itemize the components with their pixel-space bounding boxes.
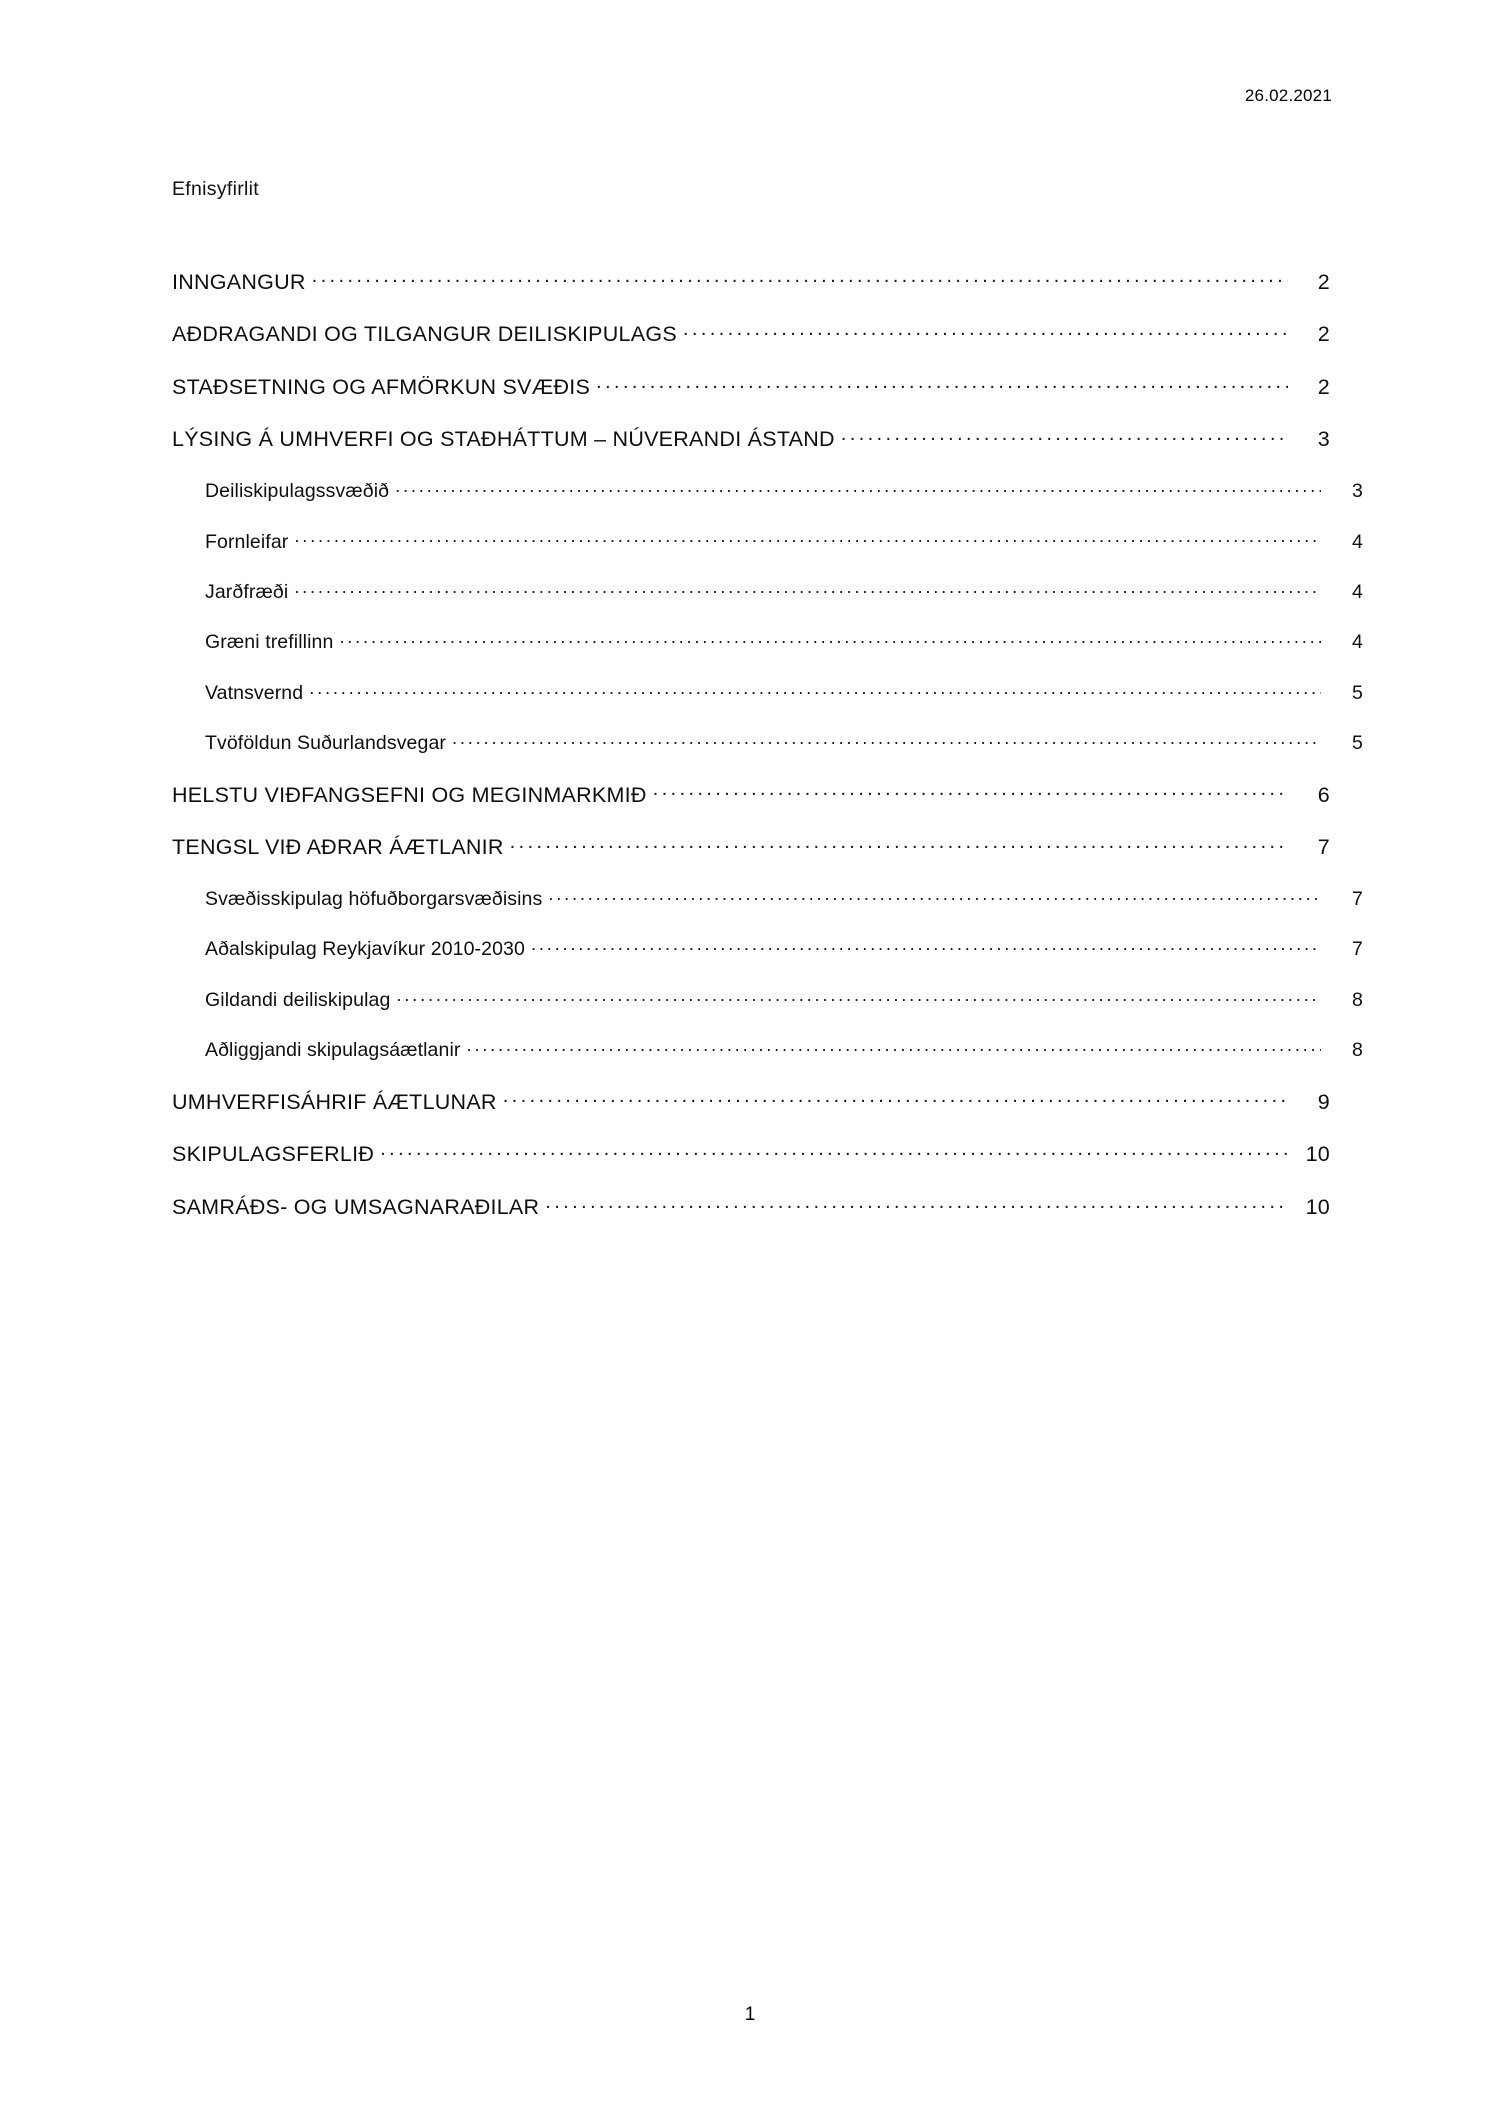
- toc-entry[interactable]: [172, 578, 1363, 603]
- toc-entry-page: 2: [1317, 269, 1330, 294]
- toc-leader-dots: [653, 780, 1288, 802]
- toc-entry-label: Jarðfræði: [205, 580, 289, 603]
- toc-entry-label: Fornleifar: [205, 530, 289, 553]
- toc-leader-dots: [312, 267, 1288, 289]
- toc-leader-dots: [548, 885, 1321, 905]
- toc-leader-dots: [683, 320, 1288, 342]
- toc-entry[interactable]: [172, 885, 1363, 910]
- toc-leader-dots: [294, 578, 1321, 598]
- toc-entry-page: 4: [1352, 631, 1363, 654]
- toc-entry-page: 4: [1352, 530, 1363, 553]
- toc-entry[interactable]: [172, 267, 1330, 294]
- toc-entry-page: 5: [1352, 732, 1363, 755]
- toc-entry[interactable]: [172, 1087, 1330, 1114]
- document-date: 26.02.2021: [1244, 86, 1332, 105]
- toc-entry-page: 10: [1305, 1195, 1330, 1219]
- toc-entry-label: TENGSL VIÐ AÐRAR ÁÆTLANIR: [172, 835, 504, 860]
- toc-entry[interactable]: [172, 478, 1363, 503]
- toc-entry[interactable]: [172, 1193, 1330, 1220]
- toc-leader-dots: [395, 478, 1321, 498]
- toc-entry-page: 10: [1305, 1142, 1330, 1167]
- toc-entry[interactable]: [172, 780, 1330, 807]
- toc-entry[interactable]: [172, 833, 1330, 860]
- toc-entry-label: INNGANGUR: [172, 269, 306, 294]
- toc-entry-page: 3: [1352, 480, 1363, 503]
- toc-leader-dots: [294, 528, 1321, 548]
- toc-entry-page: 4: [1352, 580, 1363, 603]
- toc-entry-label: AÐDRAGANDI OG TILGANGUR DEILISKIPULAGS: [172, 322, 677, 347]
- toc-entry-page: 6: [1317, 782, 1330, 807]
- toc-entry-label: SKIPULAGSFERLIÐ: [172, 1142, 375, 1167]
- toc-entry-page: 7: [1352, 938, 1363, 961]
- toc-entry-label: Svæðisskipulag höfuðborgarsvæðisins: [205, 887, 543, 910]
- toc-entry-label: SAMRÁÐS- OG UMSAGNARAÐILAR: [172, 1195, 540, 1219]
- toc-entry-label: Aðliggjandi skipulagsáætlanir: [205, 1039, 461, 1062]
- toc-entry-page: 7: [1317, 835, 1330, 860]
- toc-entry-page: 9: [1317, 1089, 1330, 1114]
- toc-entry-label: Deiliskipulagssvæðið: [205, 480, 390, 503]
- toc-leader-dots: [510, 833, 1288, 855]
- toc-entry-label: Aðalskipulag Reykjavíkur 2010-2030: [205, 938, 525, 961]
- page-number: 1: [744, 2004, 756, 2025]
- toc-entry[interactable]: [172, 1140, 1330, 1167]
- toc-leader-dots: [545, 1193, 1288, 1215]
- toc-entry-label: LÝSING Á UMHVERFI OG STAÐHÁTTUM – NÚVERANDI ÁSTAND: [172, 427, 835, 452]
- toc-entry-page: 2: [1317, 322, 1330, 347]
- toc-entry[interactable]: [172, 936, 1363, 961]
- toc-entry-label: HELSTU VIÐFANGSEFNI OG MEGINMARKMIÐ: [172, 782, 647, 807]
- toc-entry-list: [172, 267, 1363, 1220]
- toc-entry-label: UMHVERFISÁHRIF ÁÆTLUNAR: [172, 1089, 497, 1114]
- toc-leader-dots: [531, 936, 1321, 956]
- toc-leader-dots: [841, 425, 1288, 447]
- toc-leader-dots: [466, 1037, 1321, 1057]
- toc-entry-page: 7: [1352, 887, 1363, 910]
- toc-leader-dots: [596, 372, 1288, 394]
- toc-entry[interactable]: [172, 629, 1363, 654]
- toc-entry[interactable]: [172, 320, 1330, 347]
- table-of-contents: [172, 178, 1363, 1245]
- toc-leader-dots: [452, 730, 1321, 750]
- toc-heading: Efnisyfirlit: [172, 178, 260, 200]
- toc-entry-page: 2: [1317, 374, 1330, 399]
- toc-entry-label: Græni trefillinn: [205, 631, 334, 654]
- toc-entry-page: 8: [1352, 1039, 1363, 1062]
- toc-entry[interactable]: [172, 372, 1330, 399]
- toc-entry-page: 8: [1352, 988, 1363, 1011]
- toc-entry-label: Tvöföldun Suðurlandsvegar: [205, 732, 446, 755]
- toc-entry-label: Gildandi deiliskipulag: [205, 988, 391, 1011]
- toc-leader-dots: [309, 679, 1321, 699]
- toc-leader-dots: [339, 629, 1321, 649]
- toc-entry[interactable]: [172, 425, 1330, 452]
- toc-entry[interactable]: [172, 986, 1363, 1011]
- toc-entry[interactable]: [172, 679, 1363, 704]
- toc-entry-label: STAÐSETNING OG AFMÖRKUN SVÆÐIS: [172, 374, 591, 399]
- toc-leader-dots: [380, 1140, 1288, 1162]
- toc-leader-dots: [396, 986, 1321, 1006]
- toc-entry-page: 5: [1352, 681, 1363, 704]
- toc-entry[interactable]: [172, 528, 1363, 553]
- toc-entry[interactable]: [172, 1037, 1363, 1062]
- toc-entry-label: Vatnsvernd: [205, 681, 304, 704]
- toc-leader-dots: [503, 1087, 1288, 1109]
- toc-entry[interactable]: [172, 730, 1363, 755]
- toc-entry-page: 3: [1317, 427, 1330, 452]
